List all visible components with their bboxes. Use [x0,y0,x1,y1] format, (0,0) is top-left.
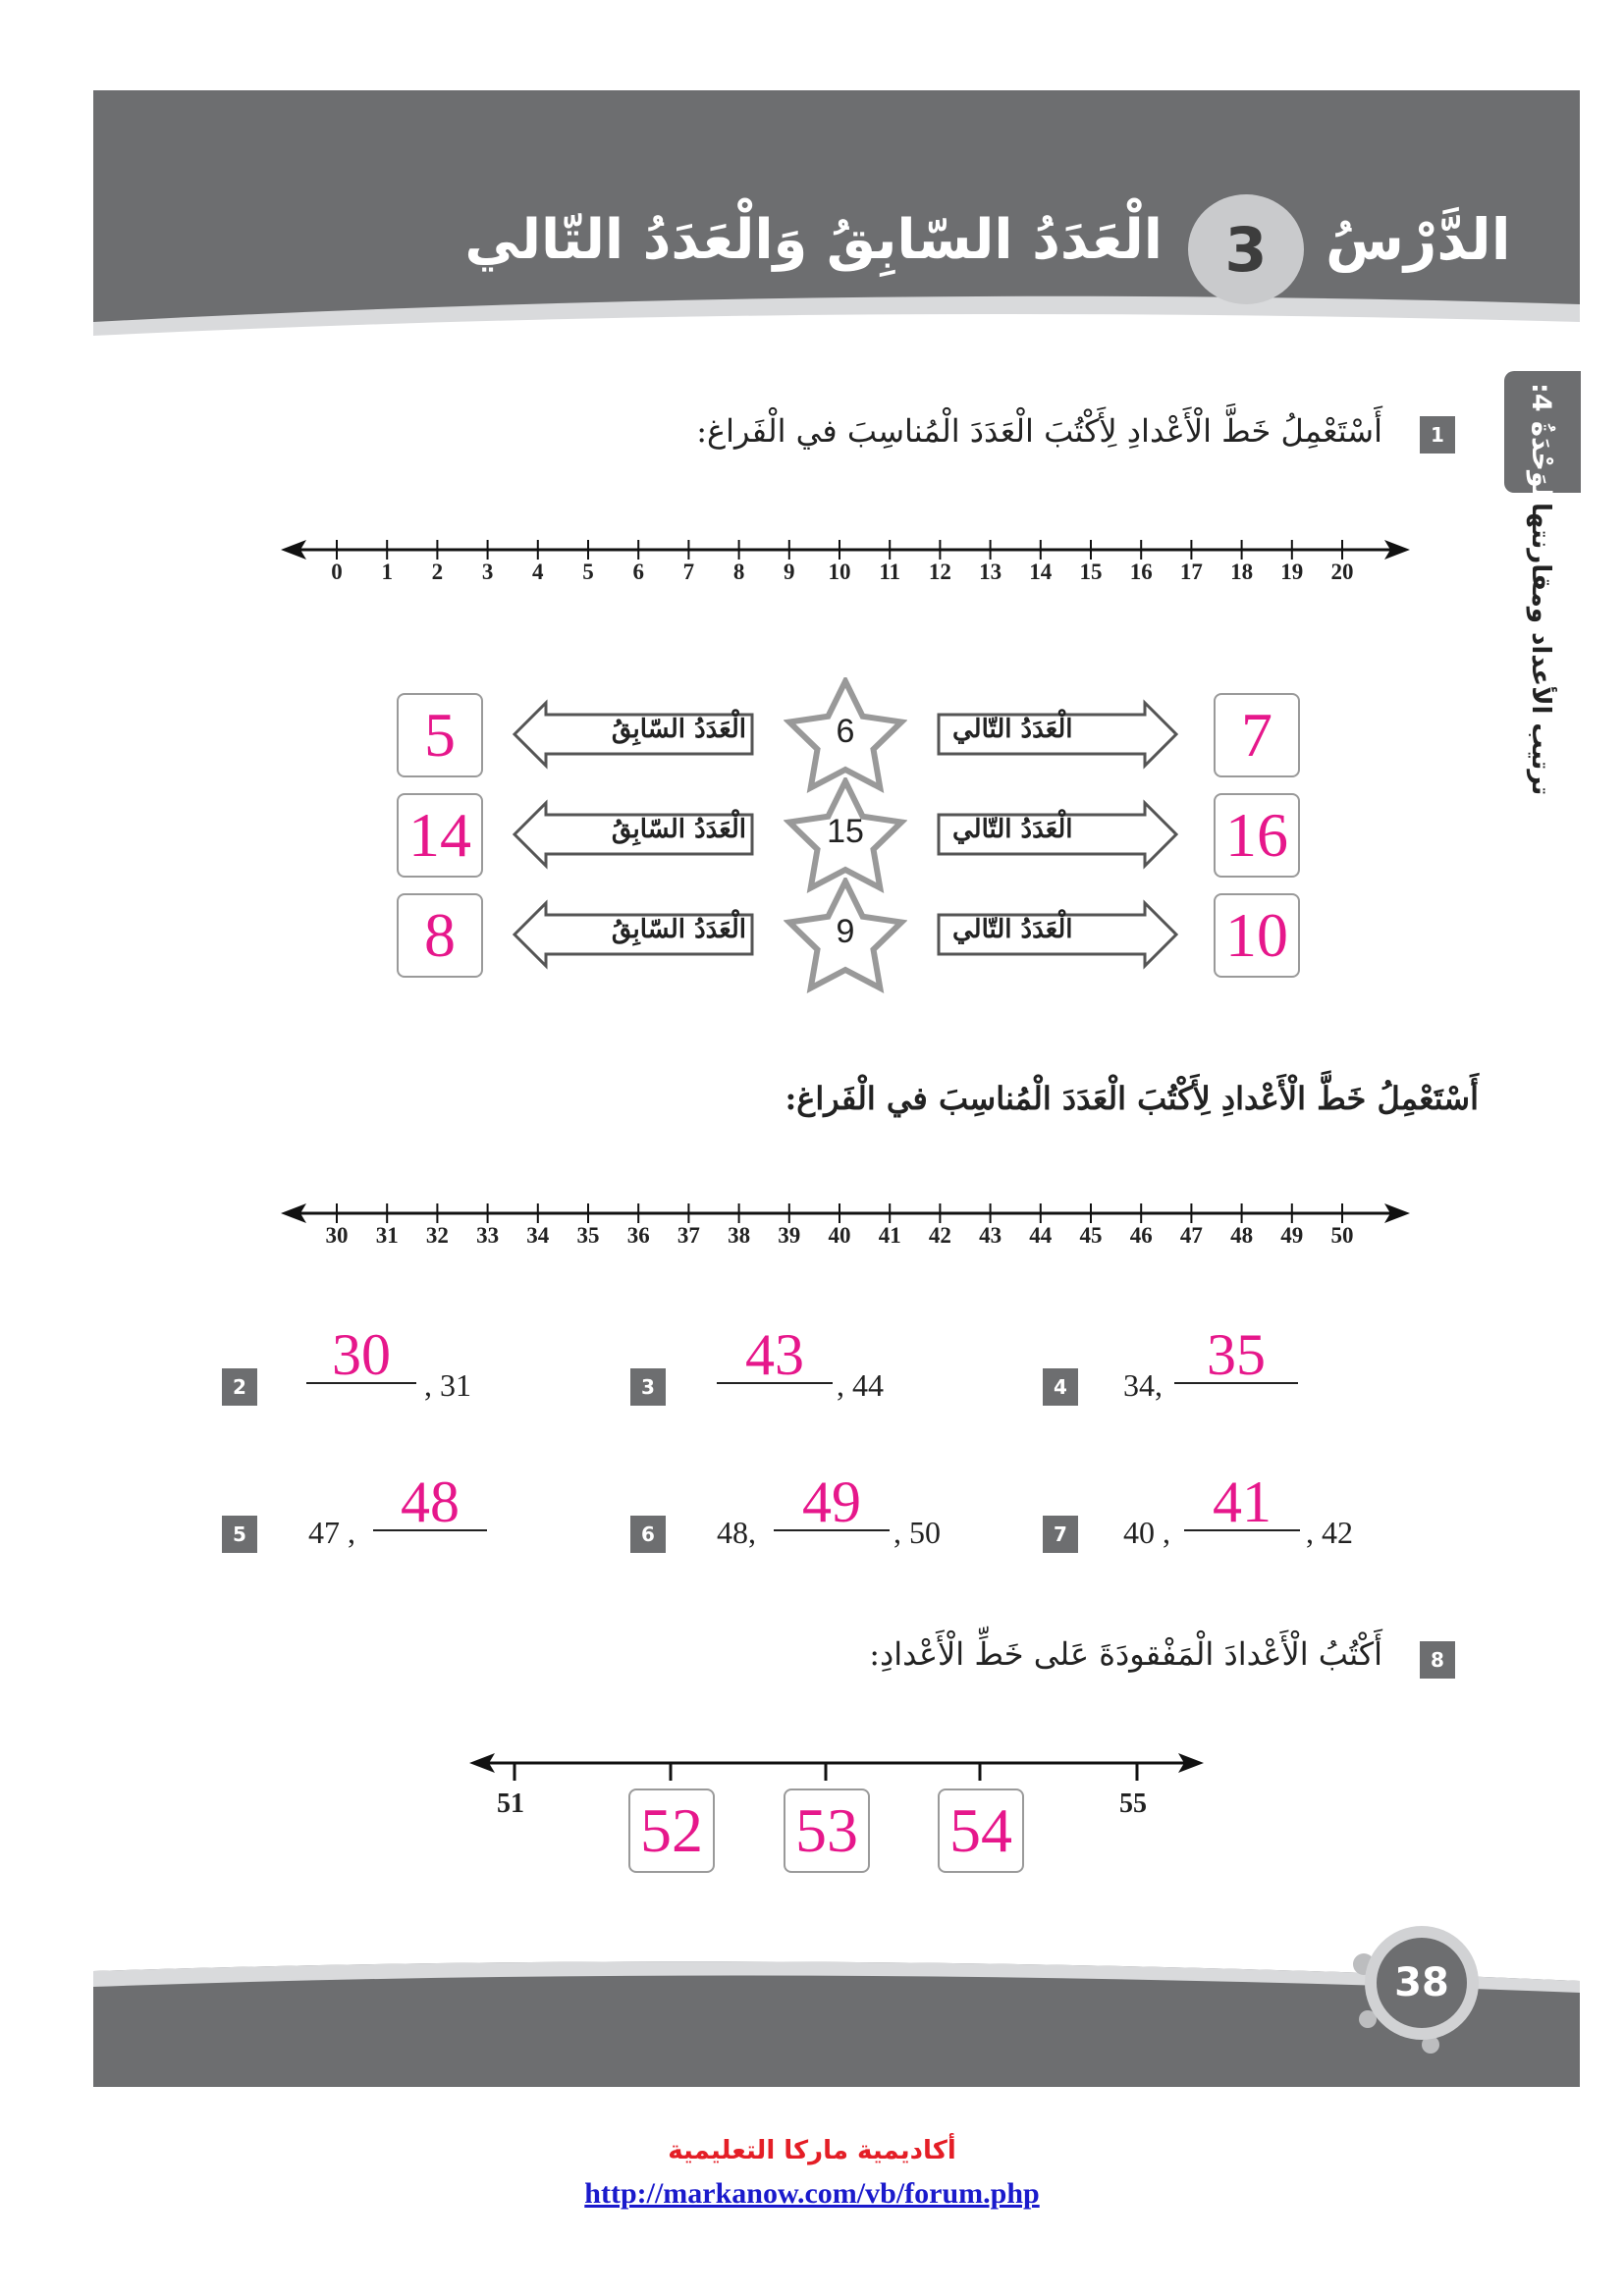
line1-tick-label: 16 [1129,560,1153,584]
line2-tick-label: 31 [375,1223,399,1248]
previous-label: الْعَدَدُ السّابِقُ [611,815,746,844]
line2-tick-label: 45 [1079,1223,1103,1248]
line1-tick-label: 9 [784,560,795,584]
line2-tick-label: 50 [1330,1223,1354,1248]
line1-tick-label: 18 [1230,560,1254,584]
answer-blank-2[interactable]: 30 [306,1327,416,1384]
line1-tick-label: 13 [979,560,1002,584]
unit-tab [1504,371,1581,507]
line1-tick-label: 3 [481,560,494,584]
answer-blank-6[interactable]: 49 [774,1474,890,1531]
line-end-label: 55 [1119,1789,1147,1819]
answer-blank-4[interactable]: 35 [1174,1327,1298,1384]
instruction-8: أَكْتُبُ الْأَعْدادَ الْمَفْقودَةَ عَلى خَطِّ الْأَعْدادِ: [869,1635,1382,1673]
line1-tick-label: 10 [828,560,851,584]
line1-tick-label: 12 [928,560,951,584]
line1-tick-label: 6 [632,560,644,584]
line2-tick-label: 43 [979,1223,1002,1248]
missing-number-box-3[interactable]: 54 [938,1789,1024,1873]
line2-tick-label: 38 [728,1223,751,1248]
line2-tick-label: 42 [928,1223,951,1248]
number-line-51-55 [469,1745,1204,1785]
exercise-7-after: , 42 [1306,1515,1353,1550]
exercise-4-before: 34, [1123,1367,1163,1403]
line1-tick-label: 15 [1079,560,1103,584]
lesson-title: الْعَدَدُ السّابِقُ وَالْعَدَدُ التّالي [464,208,1163,272]
previous-label: الْعَدَدُ السّابِقُ [611,915,746,944]
exercise-badge-6: 6 [630,1516,666,1553]
next-number-box[interactable]: 10 [1214,893,1300,978]
lesson-number-circle [1188,194,1304,304]
exercise-3-after: , 44 [837,1367,884,1403]
exercise-5-before: 47 , [308,1515,355,1550]
previous-number-box[interactable]: 5 [397,693,483,777]
next-label: الْعَدَدُ التّالي [952,915,1073,944]
previous-label: الْعَدَدُ السّابِقُ [611,715,746,744]
answer-blank-3[interactable]: 43 [717,1327,833,1384]
academy-name: أكاديمية ماركا التعليمية [668,2136,956,2165]
next-label: الْعَدَدُ التّالي [952,715,1073,744]
unit-title: ترتيب الأعداد ومقارنتها [1526,503,1555,796]
line1-tick-label: 2 [431,560,444,584]
line2-tick-label: 40 [828,1223,851,1248]
exercise-7-before: 40 , [1123,1515,1170,1550]
lesson-number: 3 [1224,213,1268,286]
instruction-1: أَسْتَعْمِلُ خَطَّ الْأَعْدادِ لِأَكْتُبَ الْعَدَدَ الْمُناسِبَ في الْفَراغ: [696,412,1382,450]
previous-number-box[interactable]: 14 [397,793,483,878]
missing-number-box-1[interactable]: 52 [628,1789,715,1873]
line2-tick-label: 30 [325,1223,349,1248]
line1-tick-label: 19 [1280,560,1304,584]
center-number: 9 [836,913,855,950]
line2-tick-label: 33 [476,1223,500,1248]
line-start-label: 51 [497,1789,524,1819]
center-number: 15 [827,813,864,850]
answer-blank-7[interactable]: 41 [1184,1474,1300,1531]
line2-tick-label: 46 [1129,1223,1153,1248]
line2-tick-label: 44 [1029,1223,1053,1248]
line2-tick-label: 39 [778,1223,801,1248]
line1-tick-label: 8 [732,560,745,584]
line1-tick-label: 17 [1179,560,1203,584]
line1-tick-label: 14 [1029,560,1053,584]
answer-blank-5[interactable]: 48 [373,1474,487,1531]
next-number-box[interactable]: 16 [1214,793,1300,878]
exercise-badge-2: 2 [222,1368,257,1406]
line1-tick-label: 5 [582,560,594,584]
exercise-2-after: , 31 [424,1367,471,1403]
line1-tick-label: 11 [879,560,901,584]
line2-tick-label: 35 [576,1223,600,1248]
exercise-badge-3: 3 [630,1368,666,1406]
academy-link[interactable]: http://markanow.com/vb/forum.php [584,2177,1040,2210]
line1-tick-label: 20 [1330,560,1354,584]
line1-tick-label: 0 [331,560,343,584]
line2-tick-label: 47 [1179,1223,1203,1248]
exercise-6-before: 48, [717,1515,756,1550]
line2-tick-label: 32 [425,1223,449,1248]
line2-tick-label: 34 [526,1223,550,1248]
missing-number-box-2[interactable]: 53 [784,1789,870,1873]
previous-number-box[interactable]: 8 [397,893,483,978]
unit-label: الوَحْدَةُ 4: [1526,383,1556,507]
center-number: 6 [836,713,855,750]
next-label: الْعَدَدُ التّالي [952,815,1073,844]
exercise-badge-1: 1 [1420,416,1455,454]
exercise-badge-5: 5 [222,1516,257,1553]
line2-tick-label: 36 [626,1223,650,1248]
line1-tick-label: 1 [381,560,393,584]
exercise-badge-7: 7 [1043,1516,1078,1553]
exercise-badge-4: 4 [1043,1368,1078,1406]
line2-tick-label: 48 [1230,1223,1254,1248]
instruction-2: أَسْتَعْمِلُ خَطَّ الْأَعْدادِ لِأَكْتُبَ الْعَدَدَ الْمُناسِبَ في الْفَراغ: [785,1080,1479,1117]
next-number-box[interactable]: 7 [1214,693,1300,777]
line2-tick-label: 41 [878,1223,901,1248]
lesson-word: الدَّرْسُ [1326,206,1511,273]
line1-tick-label: 7 [682,560,695,584]
line1-tick-label: 4 [532,560,544,584]
exercise-6-after: , 50 [893,1515,941,1550]
page-number: 38 [1377,1938,1467,2028]
exercise-badge-8: 8 [1420,1641,1455,1679]
line2-tick-label: 37 [677,1223,700,1248]
line2-tick-label: 49 [1280,1223,1304,1248]
